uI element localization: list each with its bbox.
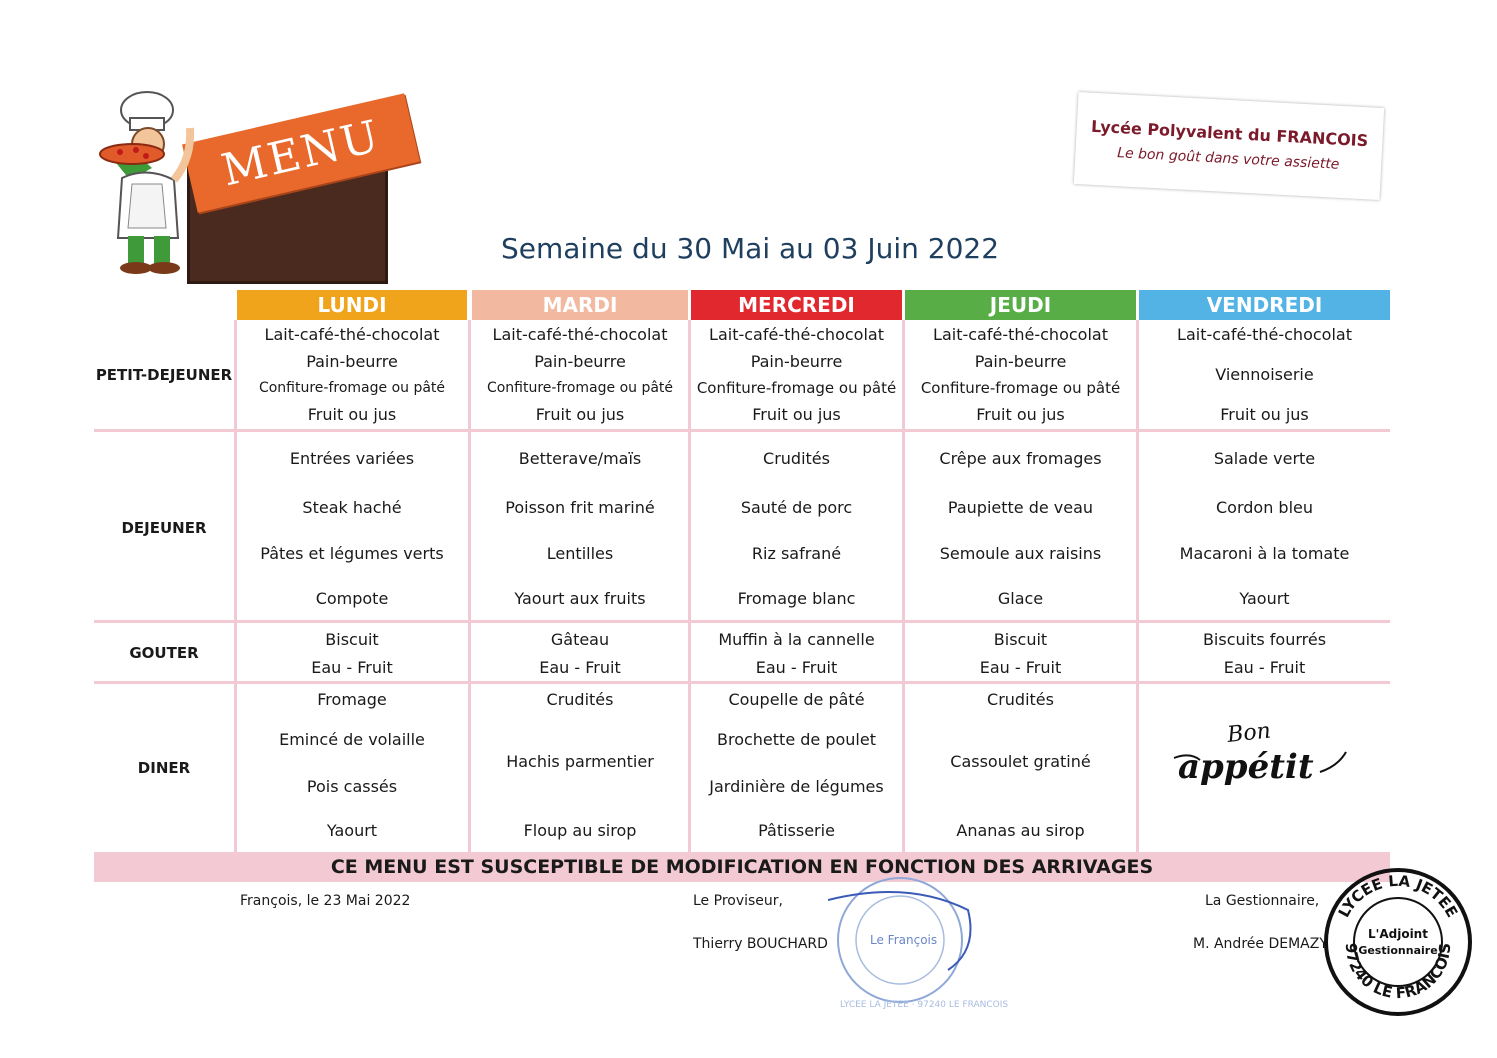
menu-item: Confiture-fromage ou pâté (486, 380, 674, 396)
gestionnaire-name: M. Andrée DEMAZY (1193, 936, 1328, 952)
menu-item: Macaroni à la tomate (1179, 544, 1350, 563)
grid-vline (902, 320, 905, 852)
svg-text:LYCEE LA JETEE: LYCEE LA JETEE (1334, 871, 1462, 921)
week-title: Semaine du 30 Mai au 03 Juin 2022 (500, 232, 1000, 265)
svg-text:Bon: Bon (1226, 718, 1272, 748)
menu-item: Lentilles (546, 544, 614, 563)
meal-label-gouter: GOUTER (129, 644, 199, 662)
menu-item: Biscuits fourrés (1202, 630, 1327, 649)
menu-item: Brochette de poulet (717, 730, 876, 749)
menu-item: Biscuit (325, 630, 379, 649)
menu-item: Eau - Fruit (539, 658, 621, 677)
menu-item: Confiture-fromage ou pâté (696, 379, 897, 397)
meal-label-diner: DINER (137, 759, 191, 777)
day-header-lundi: LUNDI (237, 290, 467, 320)
proviseur-name: Thierry BOUCHARD (693, 936, 828, 952)
svg-text:appétit: appétit (1178, 747, 1314, 787)
menu-item: Hachis parmentier (506, 752, 654, 771)
menu-item: Fruit ou jus (535, 405, 625, 424)
menu-item: Pois cassés (306, 777, 398, 796)
day-header-jeudi: JEUDI (905, 290, 1136, 320)
menu-item: Steak haché (302, 498, 402, 517)
menu-item: Coupelle de pâté (728, 690, 865, 709)
menu-item: Crudités (987, 690, 1054, 709)
menu-item: Fruit ou jus (752, 405, 841, 424)
menu-item: Emincé de volaille (279, 730, 425, 749)
menu-item: Jardinière de légumes (709, 777, 884, 796)
menu-item: Confiture-fromage ou pâté (258, 380, 446, 396)
notice-banner: CE MENU EST SUSCEPTIBLE DE MODIFICATION EN FONCTION DES ARRIVAGES (94, 852, 1390, 882)
gestionnaire-title: La Gestionnaire, (1205, 893, 1320, 909)
menu-item: Gâteau (550, 630, 610, 649)
menu-item: Lait-café-thé-chocolat (492, 325, 668, 344)
menu-item: Poisson frit mariné (505, 498, 655, 517)
grid-hline (94, 681, 1390, 684)
lycee-name: Lycée Polyvalent du FRANCOIS (1090, 116, 1369, 151)
svg-text:L'Adjoint: L'Adjoint (1368, 927, 1428, 941)
grid-hline (94, 620, 1390, 623)
blue-stamp (828, 870, 978, 1010)
menu-item: Confiture-fromage ou pâté (920, 379, 1121, 397)
menu-item: Yaourt aux fruits (514, 589, 646, 608)
menu-item: Glace (997, 589, 1044, 608)
menu-item: Muffin à la cannelle (718, 630, 875, 649)
menu-item: Paupiette de veau (947, 498, 1094, 517)
menu-logo (92, 88, 392, 288)
menu-item: Viennoiserie (1215, 365, 1314, 384)
menu-item: Pâtes et légumes verts (260, 544, 444, 563)
menu-item: Cassoulet gratiné (950, 752, 1091, 771)
meal-label-petit-dejeuner: PETIT-DEJEUNER (95, 366, 233, 384)
day-header-vendredi: VENDREDI (1139, 290, 1390, 320)
menu-item: Fruit ou jus (307, 405, 397, 424)
menu-item: Lait-café-thé-chocolat (264, 325, 440, 344)
menu-item: Cordon bleu (1215, 498, 1313, 517)
svg-text:Le François: Le François (870, 933, 938, 947)
menu-item: Yaourt (326, 821, 378, 840)
menu-item: Fruit ou jus (1220, 405, 1309, 424)
menu-item: Lait-café-thé-chocolat (933, 325, 1108, 344)
menu-item: Compote (315, 589, 389, 608)
day-header-mardi: MARDI (472, 290, 688, 320)
menu-item: Pain-beurre (974, 352, 1067, 371)
grid-hline (94, 429, 1390, 432)
menu-item: Sauté de porc (740, 498, 853, 517)
menu-item: Crêpe aux fromages (939, 449, 1102, 468)
bon-appetit-lettering (1170, 712, 1350, 792)
menu-item: Lait-café-thé-chocolat (1177, 325, 1352, 344)
menu-sign-text: MENU (216, 110, 386, 196)
menu-item: Ananas au sirop (956, 821, 1085, 840)
menu-item: Pâtisserie (758, 821, 835, 840)
menu-item: Yaourt (1239, 589, 1290, 608)
svg-text:Gestionnaire: Gestionnaire (1358, 944, 1438, 957)
menu-item: Fromage blanc (737, 589, 856, 608)
lycee-card (1074, 92, 1384, 200)
grid-vline (688, 320, 691, 852)
place-date: François, le 23 Mai 2022 (240, 893, 411, 909)
menu-item: Pain-beurre (534, 352, 626, 371)
menu-item: Lait-café-thé-chocolat (709, 325, 884, 344)
svg-text:97240 LE FRANCOIS: 97240 LE FRANCOIS (1341, 942, 1455, 1003)
menu-item: Eau - Fruit (311, 658, 393, 677)
grid-vline (1136, 320, 1139, 852)
blue-stamp-ring: LYCEE LA JETEE · 97240 LE FRANCOIS (840, 1000, 1009, 1010)
menu-item: Salade verte (1213, 449, 1316, 468)
proviseur-title: Le Proviseur, (693, 893, 783, 909)
menu-item: Fruit ou jus (976, 405, 1065, 424)
menu-item: Pain-beurre (306, 352, 398, 371)
menu-item: Entrées variées (289, 449, 415, 468)
lycee-tagline: Le bon goût dans votre assiette (1116, 145, 1340, 173)
black-stamp (1322, 866, 1474, 1018)
menu-item: Fromage (317, 690, 387, 709)
menu-item: Riz safrané (751, 544, 842, 563)
menu-item: Betterave/maïs (518, 449, 642, 468)
menu-item: Eau - Fruit (1223, 658, 1306, 677)
grid-vline (468, 320, 471, 852)
menu-item: Semoule aux raisins (939, 544, 1102, 563)
menu-item: Crudités (546, 690, 614, 709)
menu-item: Eau - Fruit (755, 658, 838, 677)
menu-item: Pain-beurre (750, 352, 843, 371)
menu-item: Eau - Fruit (979, 658, 1062, 677)
meal-label-dejeuner: DEJEUNER (121, 519, 207, 537)
chef-icon (92, 88, 212, 278)
grid-vline (234, 320, 237, 852)
menu-item: Crudités (763, 449, 830, 468)
day-header-mercredi: MERCREDI (691, 290, 902, 320)
menu-item: Biscuit (993, 630, 1048, 649)
menu-item: Floup au sirop (523, 821, 637, 840)
